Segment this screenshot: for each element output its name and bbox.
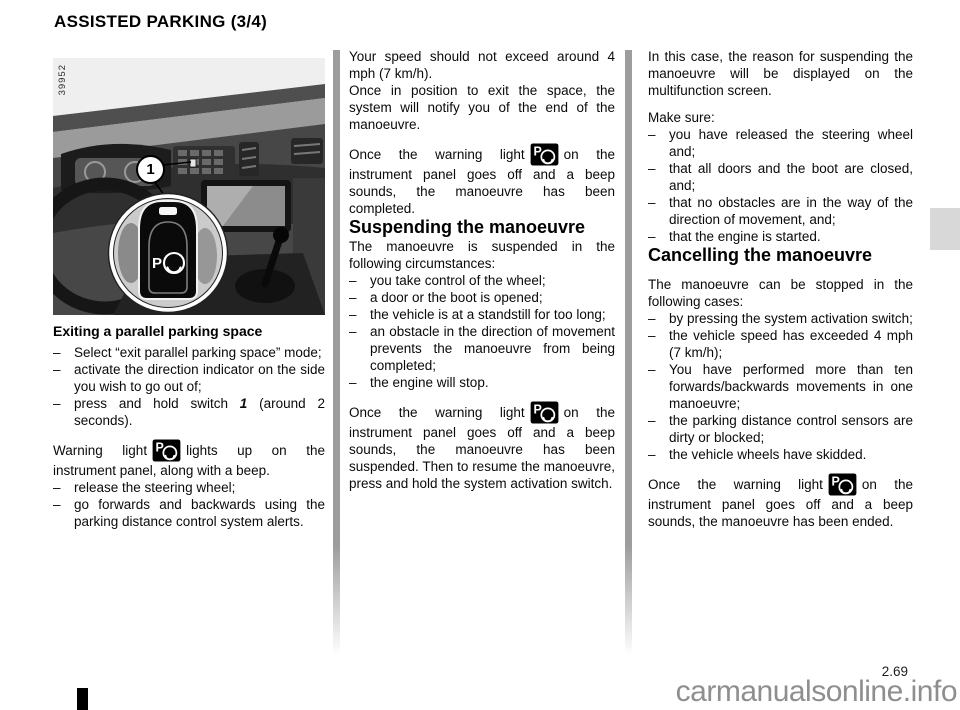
bullet-text: an obstacle in the direction of movement prevents the manoeuvre from being completed; bbox=[370, 324, 615, 373]
bullet-text: you have released the steering wheel and; bbox=[669, 127, 913, 159]
watermark: carmanualsonline.info bbox=[675, 675, 957, 708]
parking-assist-warning-light-icon bbox=[530, 401, 559, 424]
list-item bbox=[53, 496, 325, 530]
bullet-dash: – bbox=[349, 324, 357, 339]
warning-text-pre: Once the warning light bbox=[349, 147, 525, 162]
bullet-text: the vehicle is at a standstill for too long; bbox=[370, 307, 606, 322]
page-number: 2.69 bbox=[881, 664, 908, 679]
bullet-text: a door or the boot is opened; bbox=[370, 290, 543, 305]
paragraph: The manoeuvre is suspended in the following circumstances: bbox=[349, 239, 615, 271]
list-item bbox=[648, 228, 913, 245]
list-item bbox=[53, 344, 325, 361]
list-item bbox=[53, 361, 325, 395]
list-item bbox=[349, 306, 615, 323]
bullet-dash: – bbox=[53, 396, 61, 411]
bullet-dash: – bbox=[53, 480, 61, 495]
paragraph: Once in position to exit the space, the system will notify you of the end of the manoeuvre. bbox=[349, 83, 615, 132]
bullet-text: the vehicle speed has exceeded 4 mph (7 km/h); bbox=[669, 328, 913, 360]
warning-paragraph bbox=[349, 143, 615, 217]
bullet-text: the parking distance control sensors are dirty or blocked; bbox=[669, 413, 913, 445]
column-divider bbox=[625, 50, 632, 655]
warning-text-pre: Once the warning light bbox=[349, 405, 525, 420]
warning-paragraph bbox=[53, 439, 325, 479]
list-item bbox=[648, 194, 913, 228]
bullet-dash: – bbox=[648, 362, 656, 377]
section-heading-cancelling: Cancelling the manoeuvre bbox=[648, 245, 873, 265]
list-item bbox=[349, 289, 615, 306]
warning-text-pre: Warning light bbox=[53, 443, 148, 458]
warning-light-p-glyph: P bbox=[155, 440, 164, 455]
bullet-dash: – bbox=[349, 290, 357, 305]
paragraph: Your speed should not exceed around 4 mph (7 km/h). bbox=[349, 49, 615, 81]
bullet-dash: – bbox=[648, 413, 656, 428]
bullet-text: You have performed more than ten forwards/backwards movements in one manoeuvre; bbox=[669, 362, 913, 411]
list-item bbox=[648, 412, 913, 446]
bullet-text: that the engine is started. bbox=[669, 229, 821, 244]
bullet-text-post: (around 2 seconds). bbox=[74, 396, 325, 428]
print-registration-mark bbox=[77, 688, 88, 710]
bullet-text: activate the direction indicator on the side you wish to go out of; bbox=[74, 362, 325, 394]
warning-light-p-glyph: P bbox=[533, 402, 542, 417]
paragraph: The manoeuvre can be stopped in the following cases: bbox=[648, 277, 913, 309]
switch-p-glyph: P bbox=[152, 255, 163, 272]
bullet-text: by pressing the system activation switch; bbox=[669, 311, 913, 326]
bullet-text-pre: press and hold switch bbox=[74, 396, 228, 411]
section-heading-suspending: Suspending the manoeuvre bbox=[349, 217, 586, 237]
parking-assist-warning-light-icon bbox=[828, 473, 857, 496]
list-item bbox=[648, 361, 913, 412]
bullet-text: the vehicle wheels have skidded. bbox=[669, 447, 867, 462]
bullet-dash: – bbox=[648, 447, 656, 462]
paragraph: Make sure: bbox=[648, 110, 715, 125]
switch-number-ref: 1 bbox=[239, 396, 248, 411]
column-middle bbox=[349, 48, 615, 492]
bullet-dash: – bbox=[53, 497, 61, 512]
warning-text-post: on the instrument panel goes off and a beep sounds, the manoeuvre has been suspended. Then to resume the manoeuvre, press and hold the system activation switch. bbox=[349, 405, 615, 491]
bullet-text: that all doors and the boot are closed, and; bbox=[669, 161, 913, 193]
warning-text-post: lights up on the instrument panel, along with a beep. bbox=[53, 443, 325, 478]
bullet-dash: – bbox=[648, 229, 656, 244]
photo-figure-number: 39952 bbox=[57, 64, 68, 96]
bullet-dash: – bbox=[349, 375, 357, 390]
list-item bbox=[648, 126, 913, 160]
parking-assist-switch bbox=[139, 201, 197, 299]
list-item bbox=[53, 479, 325, 496]
paragraph: In this case, the reason for suspending the manoeuvre will be displayed on the multifunction screen. bbox=[648, 49, 913, 98]
activation-switch-location bbox=[190, 159, 196, 167]
list-item bbox=[349, 323, 615, 374]
list-item bbox=[648, 310, 913, 327]
list-item bbox=[648, 446, 913, 463]
warning-light-p-glyph: P bbox=[533, 144, 542, 159]
parking-assist-warning-light-icon bbox=[530, 143, 559, 166]
bullet-dash: – bbox=[648, 195, 656, 210]
bullet-text: the engine will stop. bbox=[370, 375, 489, 390]
list-item bbox=[648, 327, 913, 361]
column-divider bbox=[333, 50, 340, 655]
bullet-dash: – bbox=[349, 273, 357, 288]
magnifier-circle bbox=[109, 194, 228, 313]
list-item bbox=[349, 374, 615, 391]
dashboard-photo bbox=[53, 58, 325, 315]
list-item bbox=[53, 395, 325, 429]
warning-light-p-glyph: P bbox=[831, 474, 840, 489]
left-heading: Exiting a parallel parking space bbox=[53, 323, 263, 339]
warning-paragraph bbox=[349, 401, 615, 492]
bullet-dash: – bbox=[648, 161, 656, 176]
list-item bbox=[349, 272, 615, 289]
warning-text-post: on the instrument panel goes off and a beep sounds, the manoeuvre has been completed. bbox=[349, 147, 615, 216]
switch-indicator-light bbox=[159, 207, 177, 215]
bullet-text: go forwards and backwards using the parking distance control system alerts. bbox=[74, 497, 325, 529]
warning-text-pre: Once the warning light bbox=[648, 477, 823, 492]
bullet-dash: – bbox=[349, 307, 357, 322]
bullet-dash: – bbox=[53, 345, 61, 360]
callout-1: 1 bbox=[136, 155, 165, 184]
bullet-text: release the steering wheel; bbox=[74, 480, 236, 495]
bullet-dash: – bbox=[53, 362, 61, 377]
page-title: ASSISTED PARKING (3/4) bbox=[54, 12, 268, 31]
bullet-dash: – bbox=[648, 311, 656, 326]
dashboard-photo-illustration bbox=[53, 58, 325, 315]
bullet-text: Select “exit parallel parking space” mode; bbox=[74, 345, 322, 360]
warning-text-post: on the instrument panel goes off and a beep sounds, the manoeuvre has been ended. bbox=[648, 477, 913, 529]
list-item bbox=[648, 160, 913, 194]
bullet-dash: – bbox=[648, 127, 656, 142]
column-right bbox=[648, 48, 913, 530]
section-tab-marker bbox=[930, 208, 960, 250]
bullet-text: that no obstacles are in the way of the direction of movement, and; bbox=[669, 195, 913, 227]
bullet-text: you take control of the wheel; bbox=[370, 273, 546, 288]
column-left bbox=[53, 58, 325, 530]
bullet-dash: – bbox=[648, 328, 656, 343]
bullet-text bbox=[74, 395, 325, 429]
warning-paragraph bbox=[648, 473, 913, 530]
parking-assist-warning-light-icon bbox=[152, 439, 181, 462]
